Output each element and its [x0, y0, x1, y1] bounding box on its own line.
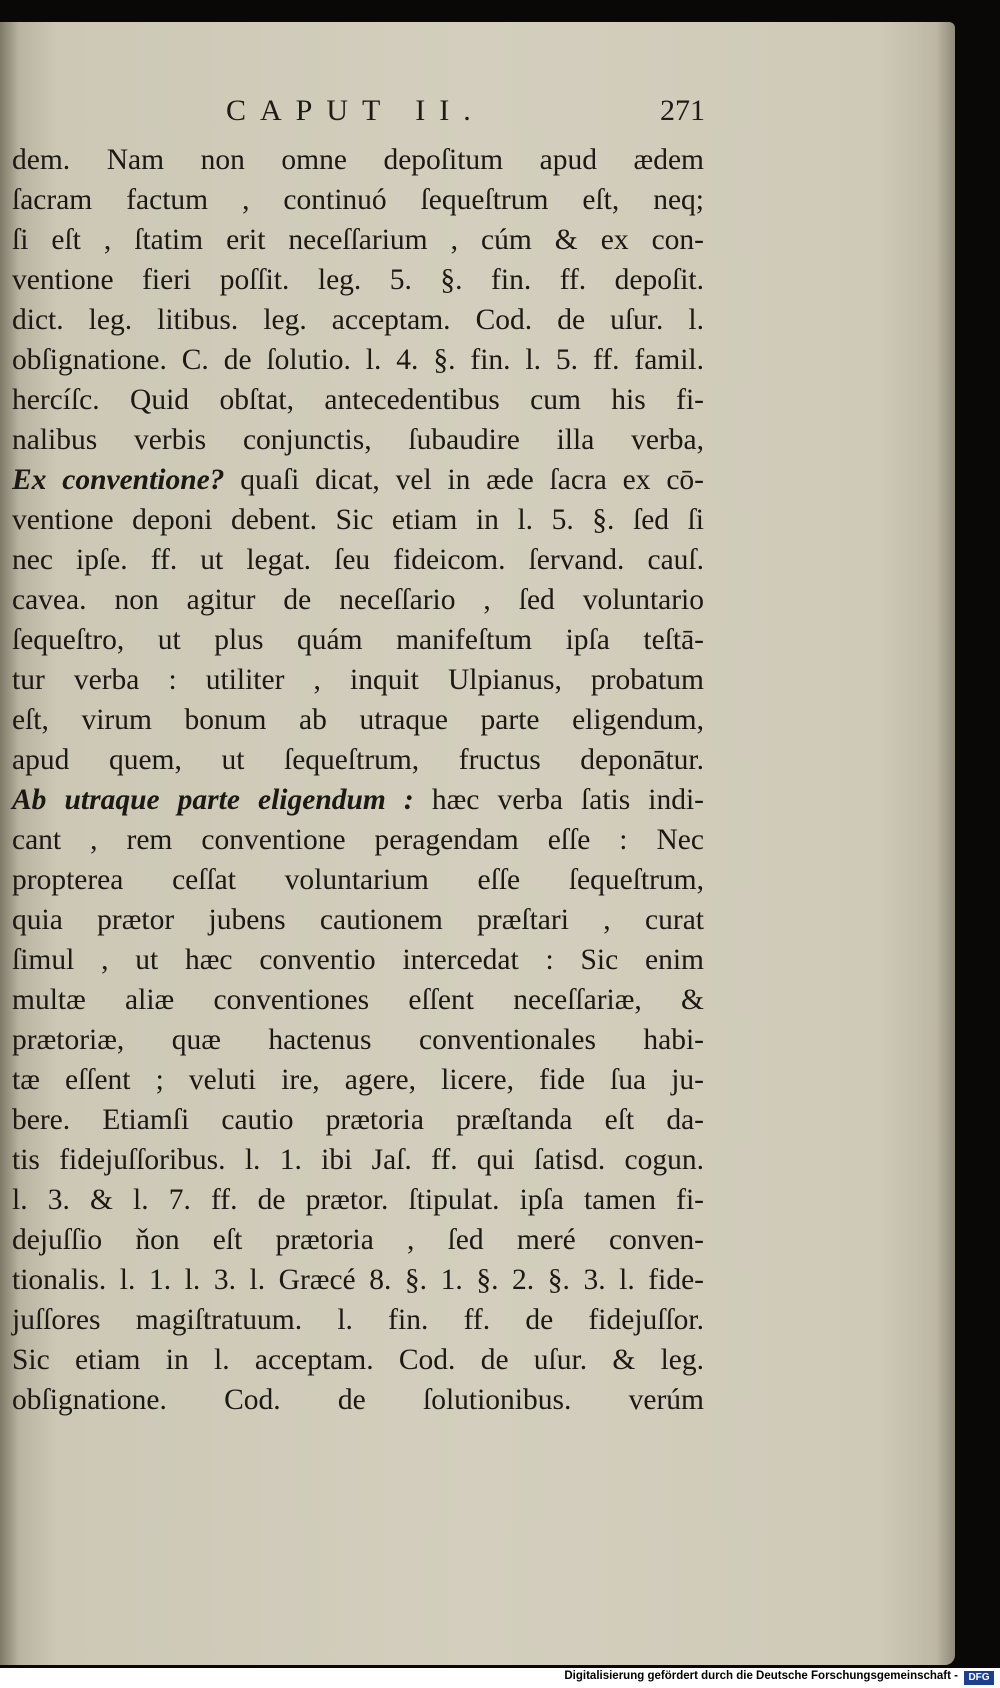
text-line — [12, 420, 704, 460]
line-text: quia prætor jubens cautionem præſtari , curat — [12, 904, 704, 936]
line-text: Sic etiam in l. acceptam. Cod. de uſur. & leg. — [12, 1344, 704, 1376]
text-line — [12, 820, 704, 860]
line-text: obſignatione. C. de ſolutio. l. 4. §. fin. l. 5. ff. famil. — [12, 344, 704, 376]
line-text: ſimul , ut hæc conventio intercedat : Sic enim — [12, 944, 704, 976]
text-line — [12, 460, 704, 500]
text-line — [12, 340, 704, 380]
book-page — [0, 22, 955, 1665]
line-text: juſſores magiſtratuum. l. fin. ff. de fidejuſſor. — [12, 1304, 704, 1336]
line-text: multæ aliæ conventiones eſſent neceſſariæ, & — [12, 984, 704, 1016]
line-text: nalibus verbis conjunctis, ſubaudire illa verba, — [12, 424, 704, 456]
line-text: obſignatione. Cod. de ſolutionibus. verúm — [12, 1384, 704, 1416]
line-text: tæ eſſent ; veluti ire, agere, licere, fide ſua ju- — [12, 1064, 704, 1096]
text-line — [12, 700, 704, 740]
line-text: cavea. non agitur de neceſſario , ſed voluntario — [12, 584, 704, 616]
text-line — [12, 1020, 704, 1060]
text-line — [12, 300, 704, 340]
text-line — [12, 940, 704, 980]
text-line — [12, 980, 704, 1020]
text-line — [12, 740, 704, 780]
line-text: ventione fieri poſſit. leg. 5. §. fin. ff. depoſit. — [12, 264, 704, 296]
line-text: quaſi dicat, vel in æde ſacra ex cō- — [224, 464, 704, 496]
text-line — [12, 1260, 704, 1300]
running-title: CAPUT II. — [226, 94, 485, 127]
line-text: tis fidejuſſoribus. l. 1. ibi Jaſ. ff. qui ſatisd. cogun. — [12, 1144, 704, 1176]
text-line — [12, 900, 704, 940]
line-text: hercíſc. Quid obſtat, antecedentibus cum his fi- — [12, 384, 704, 416]
text-line — [12, 1340, 704, 1380]
text-line — [12, 1140, 704, 1180]
text-line — [12, 780, 704, 820]
page-header — [0, 94, 705, 134]
text-line — [12, 660, 704, 700]
text-line — [12, 1180, 704, 1220]
line-text: prætoriæ, quæ hactenus conventionales habi- — [12, 1024, 704, 1056]
body-text — [12, 140, 704, 1420]
line-text: apud quem, ut ſequeſtrum, fructus deponātur. — [12, 744, 704, 776]
text-line — [12, 1060, 704, 1100]
text-line — [12, 260, 704, 300]
text-line — [12, 540, 704, 580]
line-text: dem. Nam non omne depoſitum apud ædem — [12, 144, 704, 176]
funding-notice: Digitalisierung gefördert durch die Deutsche Forschungsgemeinschaft - — [564, 1670, 958, 1682]
text-line — [12, 580, 704, 620]
italic-quote: Ex conventione? — [12, 464, 225, 496]
italic-quote: Ab utraque parte eligendum : — [12, 784, 414, 816]
text-line — [12, 1380, 704, 1420]
line-text: l. 3. & l. 7. ff. de prætor. ſtipulat. ipſa tamen fi- — [12, 1184, 704, 1216]
line-text: eſt, virum bonum ab utraque parte eligendum, — [12, 704, 704, 736]
text-line — [12, 1220, 704, 1260]
line-text: ſacram factum , continuó ſequeſtrum eſt, neq; — [12, 184, 704, 216]
text-line — [12, 1100, 704, 1140]
page-number: 271 — [660, 94, 705, 127]
footer-bar — [0, 1668, 1000, 1688]
line-text: ſequeſtro, ut plus quám manifeſtum ipſa teſtā- — [12, 624, 704, 656]
text-line — [12, 220, 704, 260]
line-text: propterea ceſſat voluntarium eſſe ſequeſtrum, — [12, 864, 704, 896]
line-text: bere. Etiamſi cautio prætoria præſtanda eſt da- — [12, 1104, 704, 1136]
line-text: tur verba : utiliter , inquit Ulpianus, probatum — [12, 664, 704, 696]
text-line — [12, 500, 704, 540]
text-line — [12, 140, 704, 180]
text-line — [12, 380, 704, 420]
text-line — [12, 180, 704, 220]
line-text: ventione deponi debent. Sic etiam in l. 5. §. ſed ſi — [12, 504, 704, 536]
text-line — [12, 860, 704, 900]
line-text: dict. leg. litibus. leg. acceptam. Cod. de uſur. l. — [12, 304, 704, 336]
text-line — [12, 1300, 704, 1340]
line-text: dejuſſio ňon eſt prætoria , ſed meré conven- — [12, 1224, 704, 1256]
line-text: cant , rem conventione peragendam eſſe : Nec — [12, 824, 704, 856]
line-text: nec ipſe. ff. ut legat. ſeu fideicom. ſervand. cauſ. — [12, 544, 704, 576]
dfg-logo: DFG — [964, 1671, 994, 1685]
text-line — [12, 620, 704, 660]
line-text: ſi eſt , ſtatim erit neceſſarium , cúm & ex con- — [12, 224, 704, 256]
line-text: hæc verba ſatis indi- — [413, 784, 704, 816]
line-text: tionalis. l. 1. l. 3. l. Græcé 8. §. 1. §. 2. §. 3. l. fide- — [12, 1264, 704, 1296]
